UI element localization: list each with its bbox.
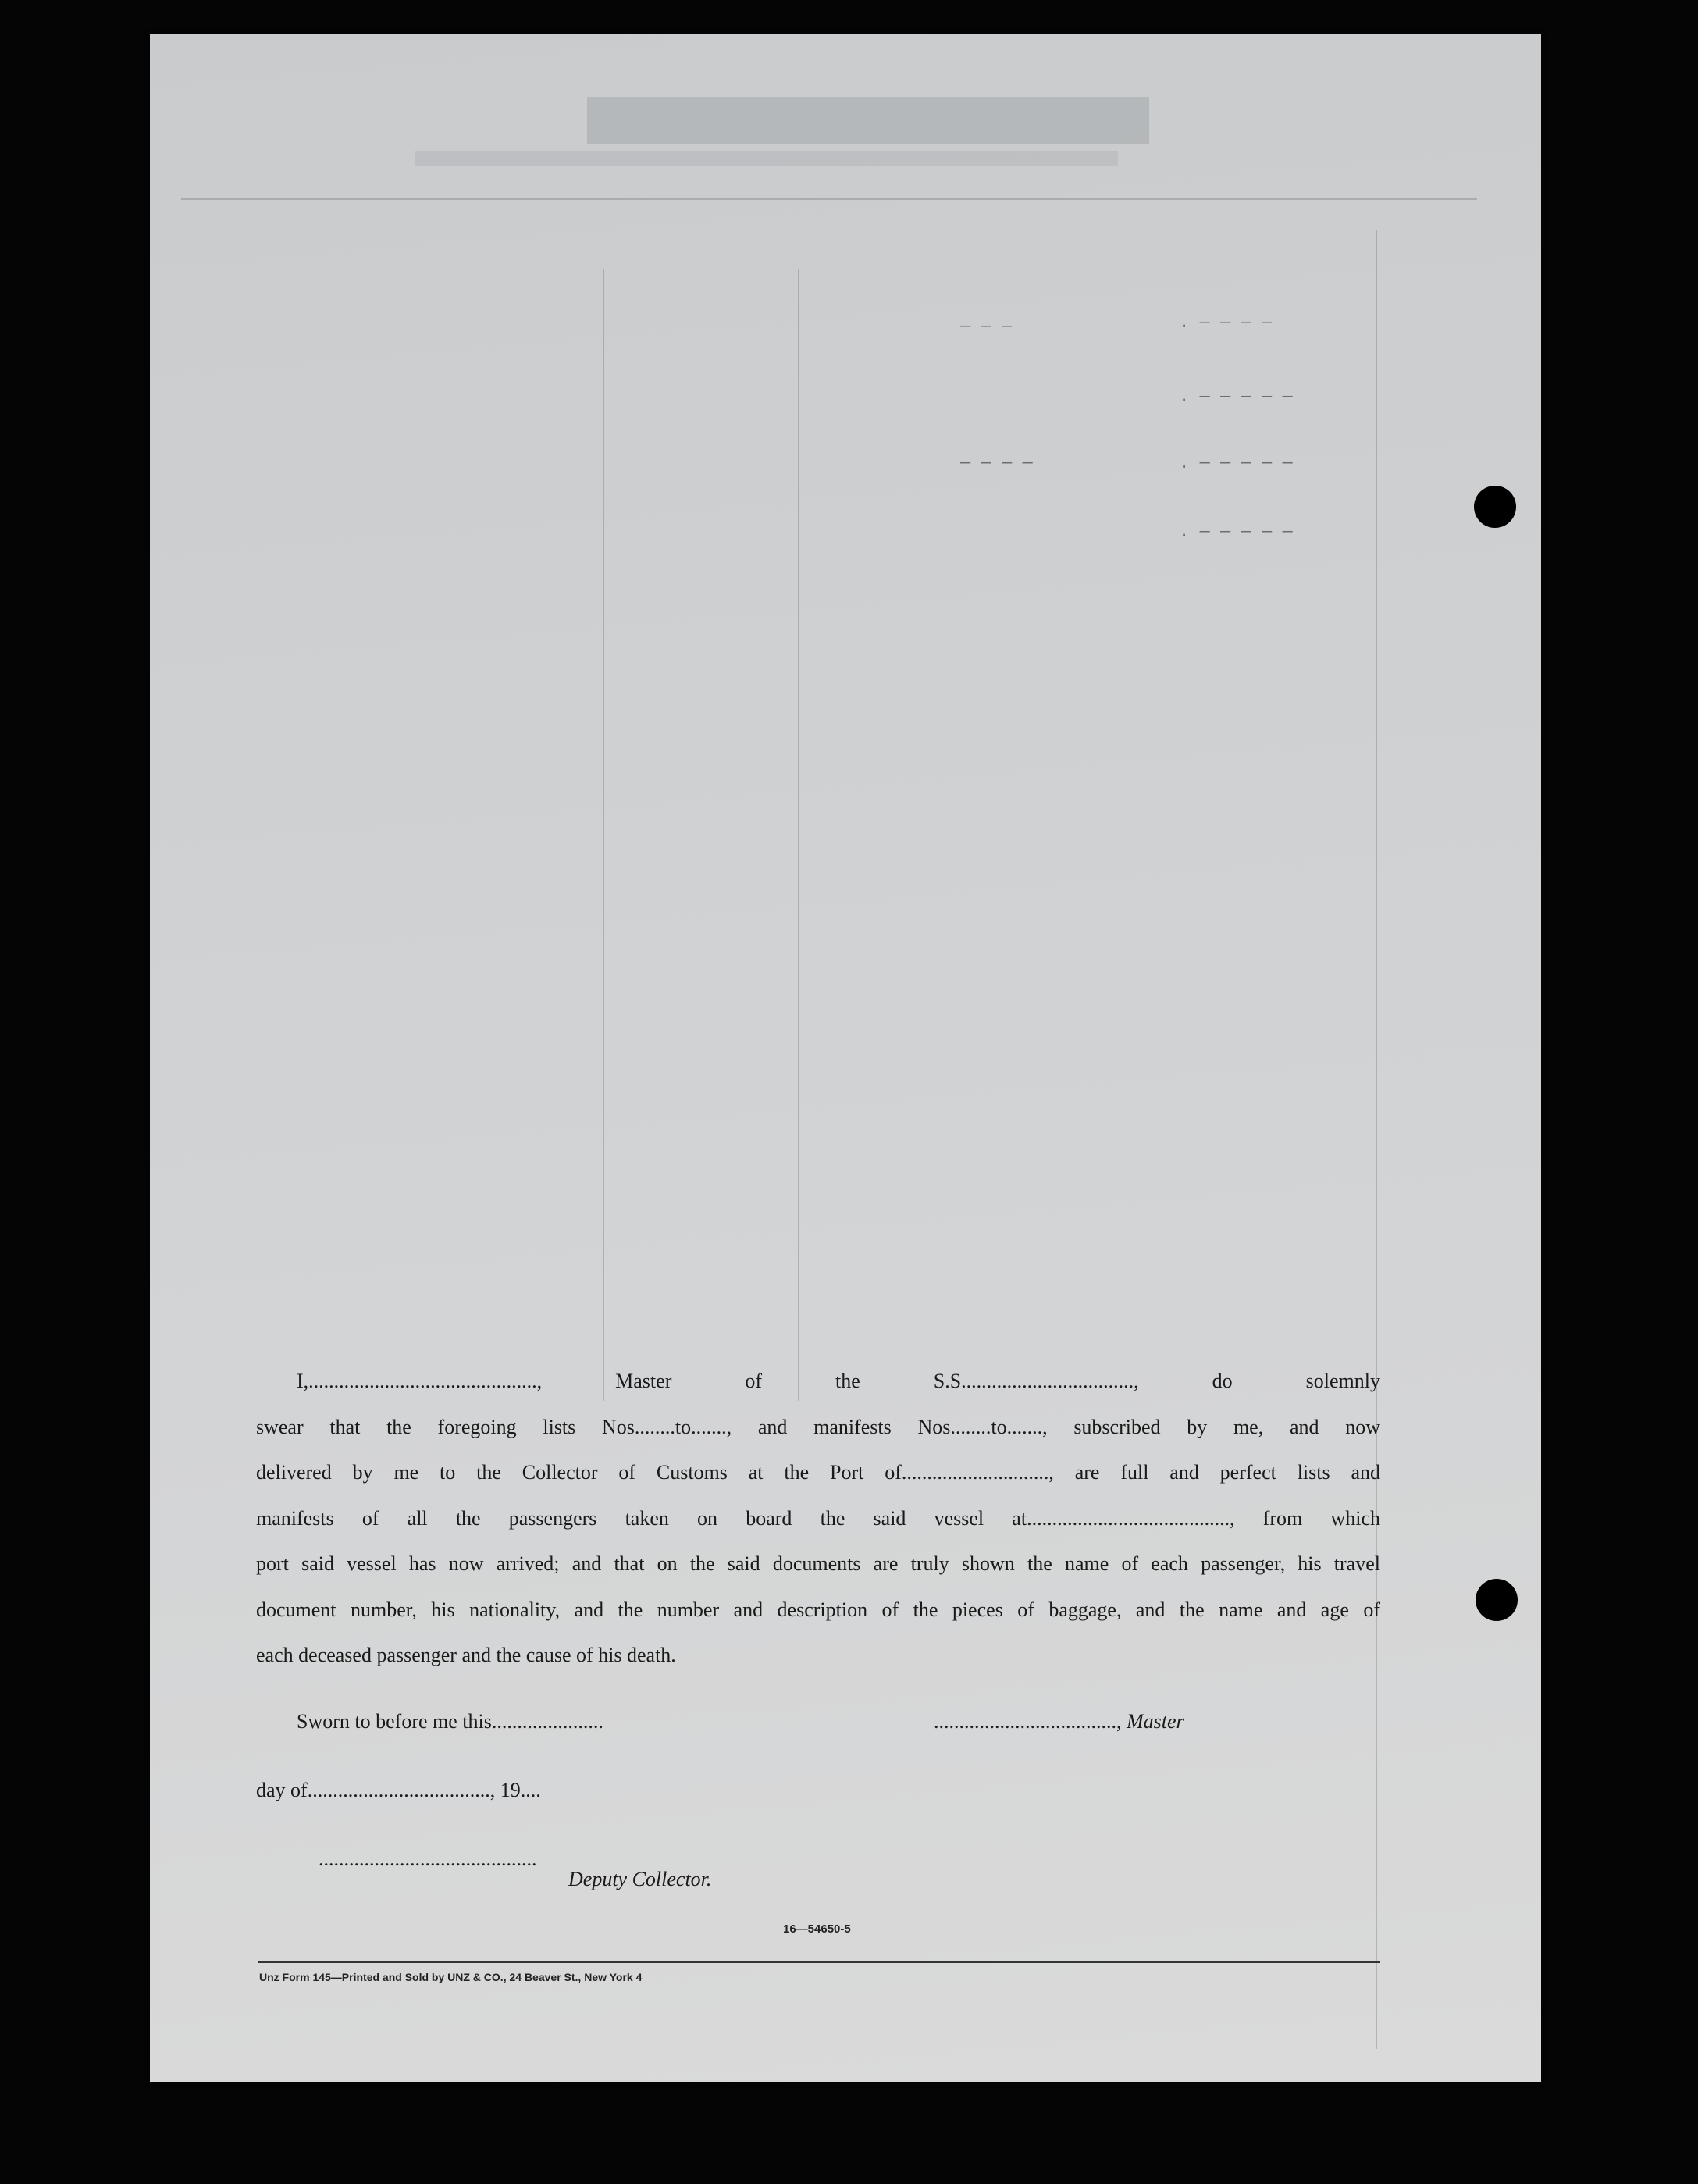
- footer-rule: [258, 1961, 1380, 1963]
- bleed-through-mark: . – – – – –: [1179, 453, 1293, 472]
- bleed-through-mark: – – – –: [960, 453, 1033, 472]
- bleed-through-column: [1376, 230, 1377, 2049]
- manifest-page: [150, 34, 1541, 2082]
- deputy-collector-label: Deputy Collector.: [568, 1868, 712, 1890]
- bleed-through-mark: . – – – –: [1179, 312, 1273, 332]
- oath-line: manifests of all the passengers taken on board the said vessel at........................................, from which: [256, 1506, 1380, 1530]
- oath-line: port said vessel has now arrived; and that on the said documents are truly shown the name of each passenger, his travel: [256, 1552, 1380, 1575]
- bleed-through-rule: [181, 198, 1477, 200]
- oath-line: document number, his nationality, and the number and description of the pieces of baggage, and the name and age of: [256, 1598, 1380, 1621]
- bleed-through-mark: . – – – – –: [1179, 387, 1293, 406]
- oath-line: swear that the foregoing lists Nos........to......., and manifests Nos........to......., subscribed by me, and now: [256, 1415, 1380, 1438]
- printer-footer: Unz Form 145—Printed and Sold by UNZ & CO., 24 Beaver St., New York 4: [259, 1971, 643, 1983]
- oath-line: delivered by me to the Collector of Customs at the Port of............................., are full and perfect lists and: [256, 1461, 1380, 1484]
- bleed-through-column: [798, 269, 799, 1401]
- master-label: Master: [1127, 1710, 1184, 1733]
- day-of-line: day of...................................., 19....: [256, 1779, 541, 1801]
- sworn-line: Sworn to before me this......................: [297, 1710, 603, 1733]
- bleed-through-column: [603, 269, 604, 1401]
- bleed-through-header: [587, 97, 1149, 144]
- oath-text: [256, 1359, 1380, 1679]
- master-signature-line: [934, 1710, 1184, 1733]
- oath-line: each deceased passenger and the cause of his death.: [256, 1644, 676, 1666]
- oath-line: I,............................................., Master of the S.S.................................., do solemnly: [297, 1370, 1380, 1392]
- bleed-through-mark: . – – – – –: [1179, 522, 1293, 541]
- deputy-signature-dots: ...........................................: [319, 1847, 537, 1870]
- punch-hole-upper: [1474, 486, 1516, 528]
- bleed-through-header-small: [415, 151, 1118, 166]
- punch-hole-lower: [1476, 1579, 1518, 1621]
- form-code: 16—54650-5: [783, 1922, 851, 1936]
- bleed-through-mark: – – –: [960, 316, 1013, 336]
- master-signature-dots: ....................................,: [934, 1710, 1127, 1733]
